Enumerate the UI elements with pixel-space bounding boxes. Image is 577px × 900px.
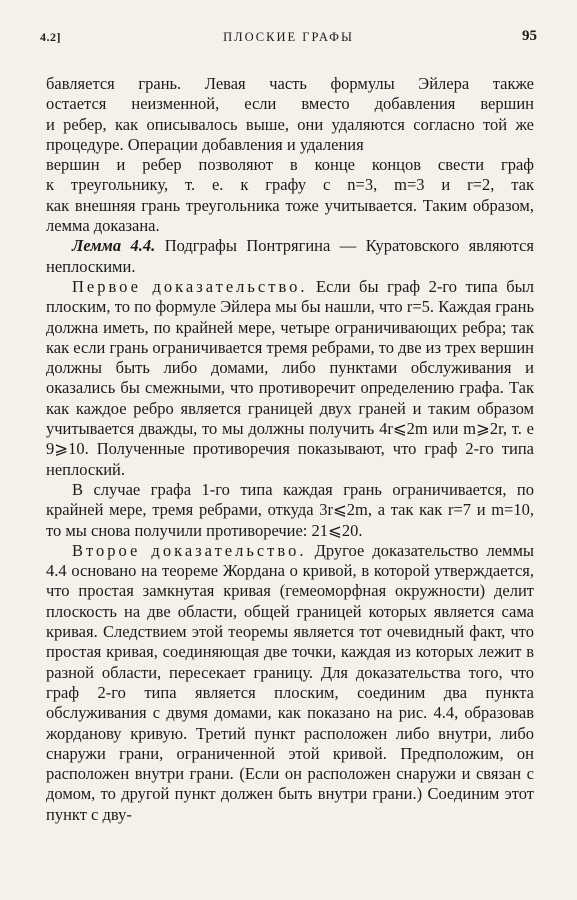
paragraph-1-line-6: как внешняя грань треугольника тоже учитывается. Таким образом, лемма доказана. (46, 195, 534, 236)
second-proof-paragraph (46, 541, 534, 825)
paragraph-1-line-3: и ребер, как описывалось выше, они удаляются согласно той же процедуре. Операции добавления и удаления (46, 114, 534, 154)
page-number: 95 (522, 28, 537, 44)
second-proof-text: Другое доказательство леммы 4.4 основано на теореме Жордана о кривой, в которой утверждается, что простая замкнутая кривая (гемеоморфная окружности) делит плоскость на две области, общей границей которых является сама кривая. Следствием этой теоремы является тот очевидный факт, что простая кривая, соединяющая две точки, каждая из которых лежит в разной области, пересекает границу. Для доказательства того, что граф 2-го типа является плоским, соединим два пункта обслуживания с двумя домами, как показано на рис. 4.4, образовав жорданову кривую. Третий пункт расположен либо внутри, либо снаружи грани, ограниченной этой кривой. Предположим, он расположен внутри грани. (Если он расположен снаружи и связан с домом, то другой пункт должен быть внутри грани.) Соединим этот пункт с дву- (46, 540, 534, 824)
lemma-text: Подграфы Понтрягина — Куратовского являются неплоскими. (46, 236, 534, 276)
paragraph-1-line-2: остается неизменной, если вместо добавления вершин (46, 94, 534, 114)
paragraph-1-line-5: к треугольнику, т. е. к графу с n=3, m=3 и r=2, так (46, 175, 534, 195)
section-number: 4.2] (40, 30, 61, 44)
first-proof-text: Если бы граф 2-го типа был плоским, то по формуле Эйлера мы бы нашли, что r=5. Каждая грань должна иметь, по крайней мере, четыре ограничивающих ребра; так как если грань ограничивается тремя ребрами, то две из трех вершин должны быть либо домами, либо пунктами обслуживания и оказались бы смежными, что противоречит определению графа. Так как каждое ребро является границей двух граней и таким образом учитывается дважды, то мы должны получить 4r⩽2m или m⩾2r, т. е 9⩾10. Полученные противоречия показывают, что граф 2-го типа неплоский. (46, 276, 534, 479)
paragraph-1-line-1: бавляется грань. Левая часть формулы Эйлера также (46, 74, 534, 93)
lemma-label: Лемма 4.4. (72, 236, 156, 256)
first-proof-label: Первое доказательство. (72, 276, 308, 296)
running-title: ПЛОСКИЕ ГРАФЫ (223, 30, 354, 44)
running-header (40, 28, 537, 48)
paragraph-1-line-4: вершин и ребер позволяют в конце концов свести граф (46, 155, 534, 175)
page-body (46, 74, 534, 825)
second-proof-label: Второе доказательство. (72, 540, 307, 560)
type-one-paragraph: В случае графа 1-го типа каждая грань ограничивается, по крайней мере, тремя ребрами, откуда 3r⩽2m, а так как r=7 и m=10, то мы снова получили противоречие: 21⩽20. (46, 479, 534, 540)
lemma-paragraph (46, 236, 534, 277)
first-proof-paragraph (46, 277, 534, 480)
